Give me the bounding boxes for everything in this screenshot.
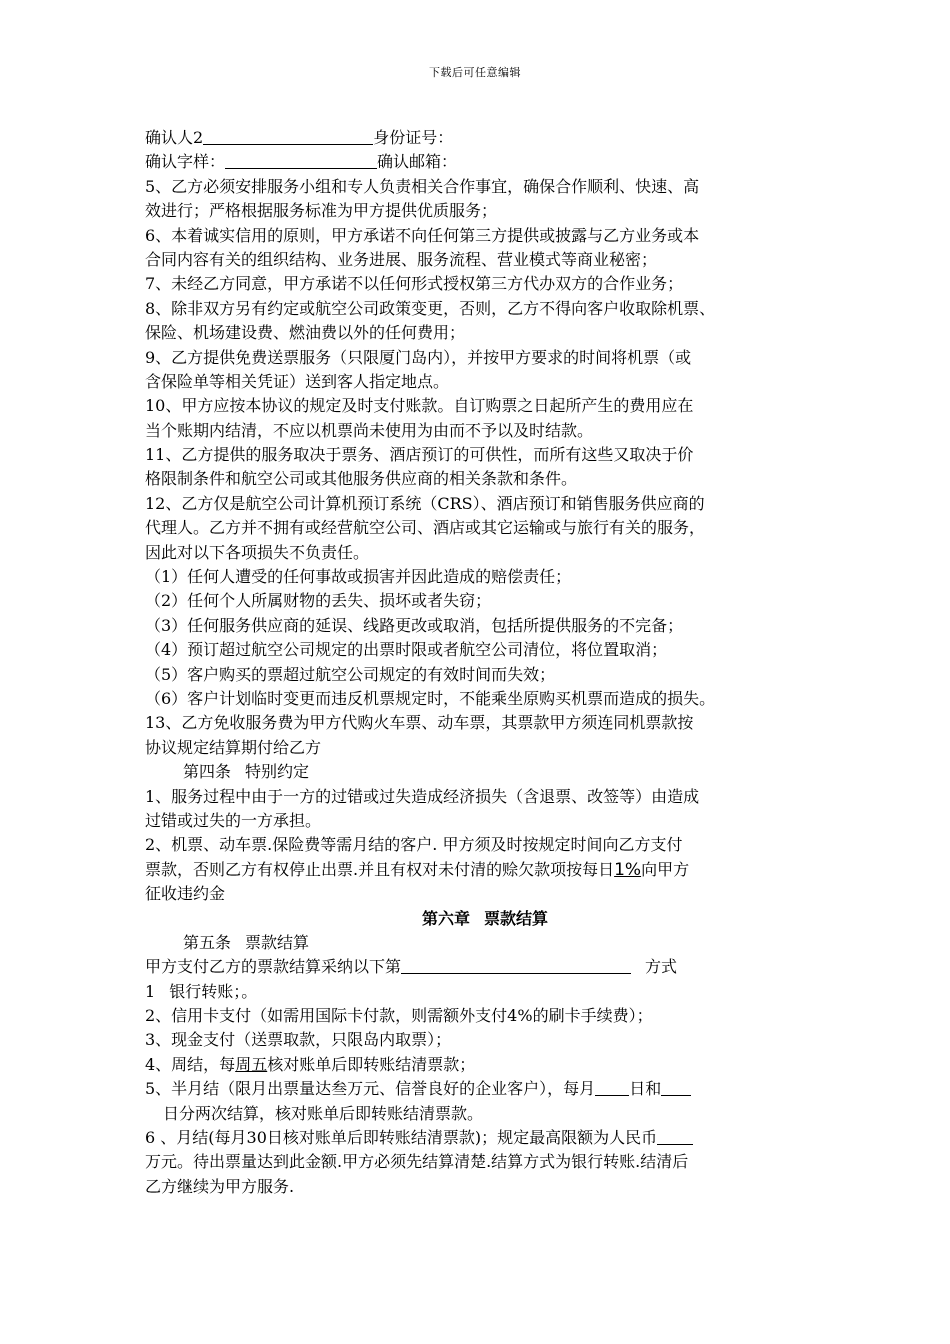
confirm-text-line: 确认字样： 确认邮箱：	[145, 152, 458, 172]
paragraph-line: 乙方继续为甲方服务.	[145, 1176, 295, 1196]
paragraph-line: 6、本着诚实信用的原则，甲方承诺不向任何第三方提供或披露与乙方业务或本	[145, 225, 700, 245]
settlement-choice-blank	[401, 955, 631, 974]
page-header: 下载后可任意编辑	[429, 66, 521, 79]
paragraph-line: 9、乙方提供免费送票服务（只限厦门岛内），并按甲方要求的时间将机票（或	[145, 347, 692, 367]
article-heading: 第四条 特别约定	[183, 762, 310, 782]
list-item: （6）客户计划临时变更而违反机票规定时，不能乘坐原购买机票而造成的损失。	[145, 688, 716, 708]
paragraph-line: 12、乙方仅是航空公司计算机预订系统（CRS）、酒店预订和销售服务供应商的	[145, 493, 705, 513]
option-item: 6 、月结(每月30日核对账单后即转账结清票款)；规定最高限额为人民币	[145, 1126, 825, 1150]
option-item: 1 银行转账；。	[145, 981, 258, 1001]
confirm-text-blank	[225, 150, 377, 169]
paragraph-line: 当个账期内结清，不应以机票尚未使用为由而不予以及时结款。	[145, 420, 594, 440]
paragraph-line: 合同内容有关的组织结构、业务进展、服务流程、营业模式等商业秘密；	[145, 249, 658, 269]
confirm-person-line: 确认人2 身份证号：	[145, 128, 454, 147]
paragraph-line: 征收违约金	[145, 884, 226, 904]
option-item: 4、周结，每周五核对账单后即转账结清票款；	[145, 1054, 476, 1074]
paragraph-line: 票款，否则乙方有权停止出票.并且有权对未付清的赊欠款项按每日1%向甲方	[145, 859, 690, 880]
list-item: （2）任何个人所属财物的丢失、损坏或者失窃；	[145, 591, 492, 611]
chapter-title: 第六章 票款结算	[421, 908, 549, 928]
paragraph-line: 万元。待出票量达到此金额.甲方必须先结算清楚.结算方式为银行转账.结清后	[145, 1152, 689, 1172]
paragraph-line: 协议规定结算期付给乙方	[145, 737, 322, 757]
paragraph-line: 13、乙方免收服务费为甲方代购火车票、动车票，其票款甲方须连同机票款按	[145, 713, 694, 733]
settlement-choice-line: 甲方支付乙方的票款结算采纳以下第 方式	[145, 957, 678, 977]
list-item: （3）任何服务供应商的延误、线路更改或取消，包括所提供服务的不完备；	[145, 615, 684, 635]
paragraph-line: 1、服务过程中由于一方的过错或过失造成经济损失（含退票、改签等）由造成	[145, 786, 700, 806]
paragraph-line: 因此对以下各项损失不负责任。	[145, 542, 370, 562]
paragraph-line: 2、机票、动车票.保险费等需月结的客户. 甲方须及时按规定时间向乙方支付	[145, 835, 683, 855]
weekday-underlined: 周五	[235, 1054, 268, 1074]
limit-amount-blank	[657, 1126, 693, 1145]
list-item: （4）预订超过航空公司规定的出票时限或者航空公司清位，将位置取消；	[145, 640, 668, 660]
option-item: 2、信用卡支付（如需用国际卡付款，则需额外支付4%的刷卡手续费）；	[145, 1006, 653, 1026]
second-day-blank	[661, 1077, 691, 1096]
option-item-continued: 日分两次结算，核对账单后即转账结清票款。	[163, 1103, 484, 1123]
penalty-rate: 1%	[614, 859, 642, 880]
paragraph-line: 含保险单等相关凭证）送到客人指定地点。	[145, 371, 450, 391]
option-item: 5、半月结（限月出票量达叁万元、信誉良好的企业客户），每月 日和	[145, 1077, 825, 1101]
paragraph-line: 格限制条件和航空公司或其他服务供应商的相关条款和条件。	[145, 469, 578, 489]
document-body	[145, 126, 825, 1199]
paragraph-line: 保险、机场建设费、燃油费以外的任何费用；	[145, 323, 466, 343]
paragraph-line: 5、乙方必须安排服务小组和专人负责相关合作事宜，确保合作顺利、快速、高	[145, 176, 700, 196]
paragraph-line: 10、甲方应按本协议的规定及时支付账款。自订购票之日起所产生的费用应在	[145, 396, 694, 416]
paragraph-line: 8、除非双方另有约定或航空公司政策变更，否则，乙方不得向客户收取除机票、	[145, 298, 716, 318]
paragraph-line: 代理人。乙方并不拥有或经营航空公司、酒店或其它运输或与旅行有关的服务，	[145, 518, 706, 538]
paragraph-line: 效进行；严格根据服务标准为甲方提供优质服务；	[145, 201, 498, 221]
option-item: 3、现金支付（送票取款，只限岛内取票）；	[145, 1030, 452, 1050]
confirm-person-blank	[203, 126, 373, 145]
paragraph-line: 过错或过失的一方承担。	[145, 810, 322, 830]
list-item: （5）客户购买的票超过航空公司规定的有效时间而失效；	[145, 664, 556, 684]
list-item: （1）任何人遭受的任何事故或损害并因此造成的赔偿责任；	[145, 567, 572, 587]
paragraph-line: 11、乙方提供的服务取决于票务、酒店预订的可供性，而所有这些又取决于价	[145, 445, 694, 465]
article-heading: 第五条 票款结算	[183, 932, 310, 952]
first-day-blank	[595, 1077, 629, 1096]
paragraph-line: 7、未经乙方同意，甲方承诺不以任何形式授权第三方代办双方的合作业务；	[145, 274, 684, 294]
